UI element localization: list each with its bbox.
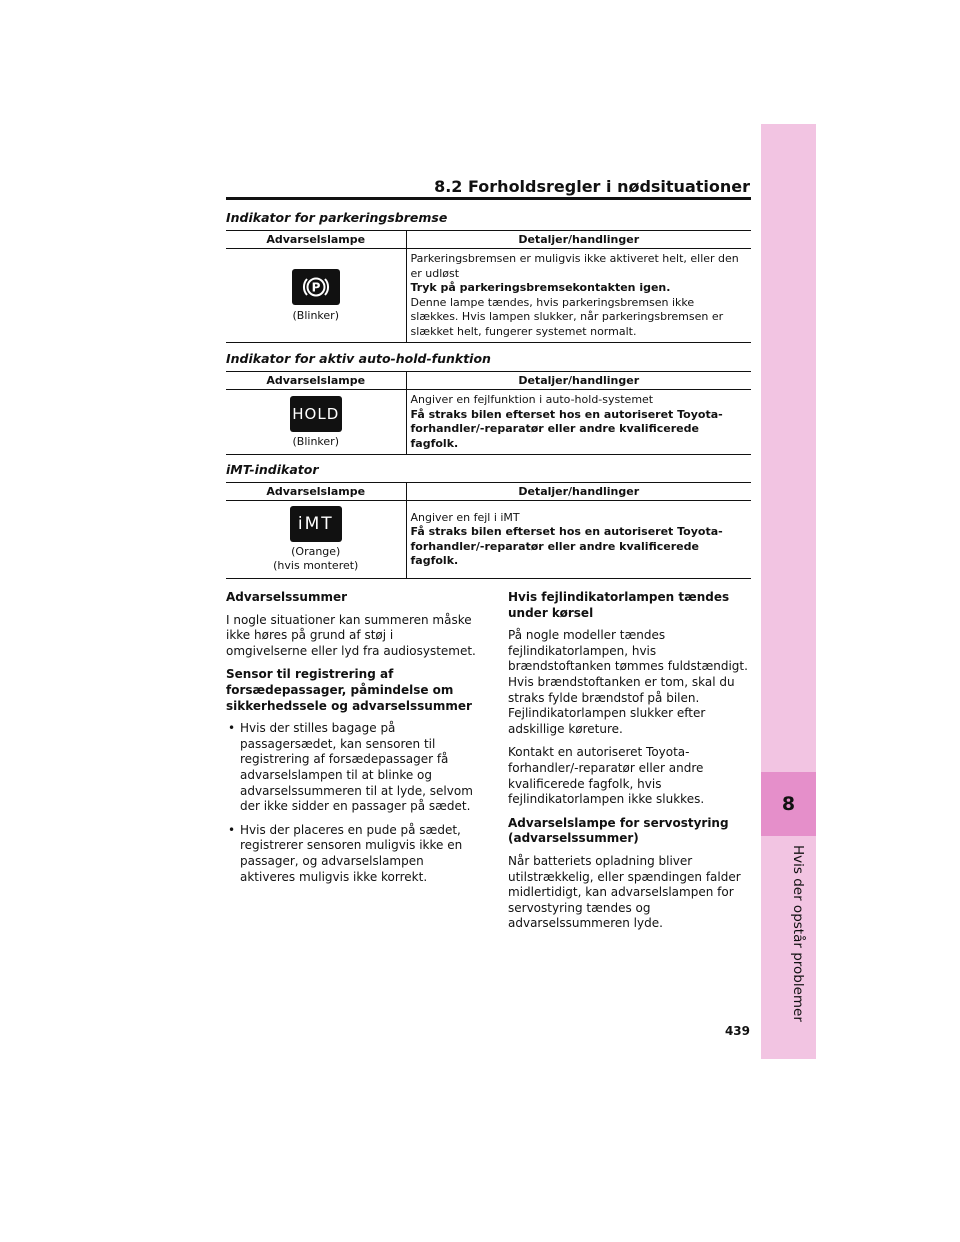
lamp-cell [226, 249, 406, 343]
details-cell [406, 249, 751, 343]
list-item-text: Hvis der placeres en pude på sædet, registrerer sensoren muligvis ikke en passager, og advarselslampen aktiveres muligvis ikke korrekt. [240, 822, 463, 884]
details-cell [406, 390, 751, 455]
parking-brake-symbol-icon [301, 272, 331, 302]
parking-brake-section-title: Indikator for parkeringsbremse [226, 210, 448, 225]
chapter-label: Hvis der opstår problemer [790, 845, 806, 1022]
column-header-lamp: Advarselslampe [226, 372, 406, 390]
column-header-lamp: Advarselslampe [226, 483, 406, 501]
auto-hold-table [226, 371, 751, 455]
right-column [508, 590, 750, 940]
parking-brake-lamp-icon [292, 269, 340, 305]
imt-table [226, 482, 751, 579]
detail-action: Tryk på parkeringsbremsekontakten igen. [410, 281, 671, 294]
left-column [226, 590, 476, 893]
lamp-cell [226, 501, 406, 579]
auto-hold-lamp-icon: HOLD [290, 396, 342, 432]
auto-hold-section-title: Indikator for aktiv auto-hold-funktion [226, 351, 491, 366]
svg-text:P: P [311, 280, 321, 294]
list-item [226, 721, 476, 815]
column-header-details: Detaljer/handlinger [406, 372, 751, 390]
section-header-title: 8.2 Forholdsregler i nødsituationer [434, 177, 750, 196]
sensor-bullet-list [226, 721, 476, 885]
sensor-heading: Sensor til registrering af forsædepassager, påmindelse om sikkerhedssele og advarselssummer [226, 667, 472, 713]
lamp-cell [226, 390, 406, 455]
list-item-text: Hvis der stilles bagage på passagersædet, kan sensoren til registrering af forsædepassager få advarselslampen til at blinke og advarselssummeren til at lyde, selvom der ikke sidder en passager på sædet. [240, 721, 473, 814]
detail-text: Denne lampe tændes, hvis parkeringsbremsen ikke slækkes. Hvis lampen slukker, når parkeringsbremsen er slækket helt, fungerer systemet normalt. [410, 295, 724, 338]
buzzer-heading: Advarselssummer [226, 590, 348, 604]
fault-contact-text: Kontakt en autoriseret Toyota-forhandler/-reparatør eller andre kvalificerede fagfolk, hvis fejlindikatorlampen ikke slukkes. [508, 745, 705, 807]
column-header-details: Detaljer/handlinger [406, 483, 751, 501]
detail-text: Parkeringsbremsen er muligvis ikke aktiveret helt, eller den er udløst [410, 252, 739, 280]
detail-action: Få straks bilen efterset hos en autoriseret Toyota-forhandler/-reparatør eller andre kvalificerede fagfolk. [410, 407, 723, 450]
bullet-icon: • [228, 721, 236, 736]
header-rule [226, 197, 751, 200]
buzzer-text: I nogle situationer kan summeren måske ikke høres på grund af støj i omgivelserne eller lyd fra audiosystemet. [226, 612, 476, 658]
parking-brake-table [226, 230, 751, 343]
detail-action: Få straks bilen efterset hos en autoriseret Toyota-forhandler/-reparatør eller andre kvalificerede fagfolk. [410, 525, 723, 567]
column-header-details: Detaljer/handlinger [406, 231, 751, 249]
steering-text: Når batteriets opladning bliver utilstrækkelig, eller spændingen falder midlertidigt, kan advarselslampen for servostyring tændes og advarselssummeren lyde. [508, 853, 741, 931]
lamp-caption: (hvis monteret) [273, 559, 359, 572]
steering-heading: Advarselslampe for servostyring (advarselssummer) [508, 815, 729, 846]
lamp-caption: (Blinker) [292, 308, 339, 322]
fault-heading: Hvis fejlindikatorlampen tændes under kørsel [508, 590, 730, 620]
lamp-caption: (Blinker) [292, 434, 339, 448]
detail-text: Angiver en fejl i iMT [410, 510, 520, 524]
list-item [226, 823, 476, 885]
imt-lamp-icon: iMT [290, 506, 342, 542]
details-cell [406, 501, 751, 579]
imt-section-title: iMT-indikator [226, 462, 319, 477]
bullet-icon: • [228, 822, 236, 837]
column-header-lamp: Advarselslampe [226, 231, 406, 249]
detail-text: Angiver en fejlfunktion i auto-hold-systemet [410, 393, 654, 406]
lamp-caption: (Orange) [291, 545, 341, 558]
page-number: 439 [724, 1024, 750, 1038]
chapter-number: 8 [761, 772, 816, 836]
fault-text: På nogle modeller tændes fejlindikatorlampen, hvis brændstoftanken tømmes fuldstændigt. Hvis brændstoftanken er tom, skal du straks fylde brændstof på bilen. Fejlindikatorlampen slukker efter adskillige køreture. [508, 628, 748, 736]
